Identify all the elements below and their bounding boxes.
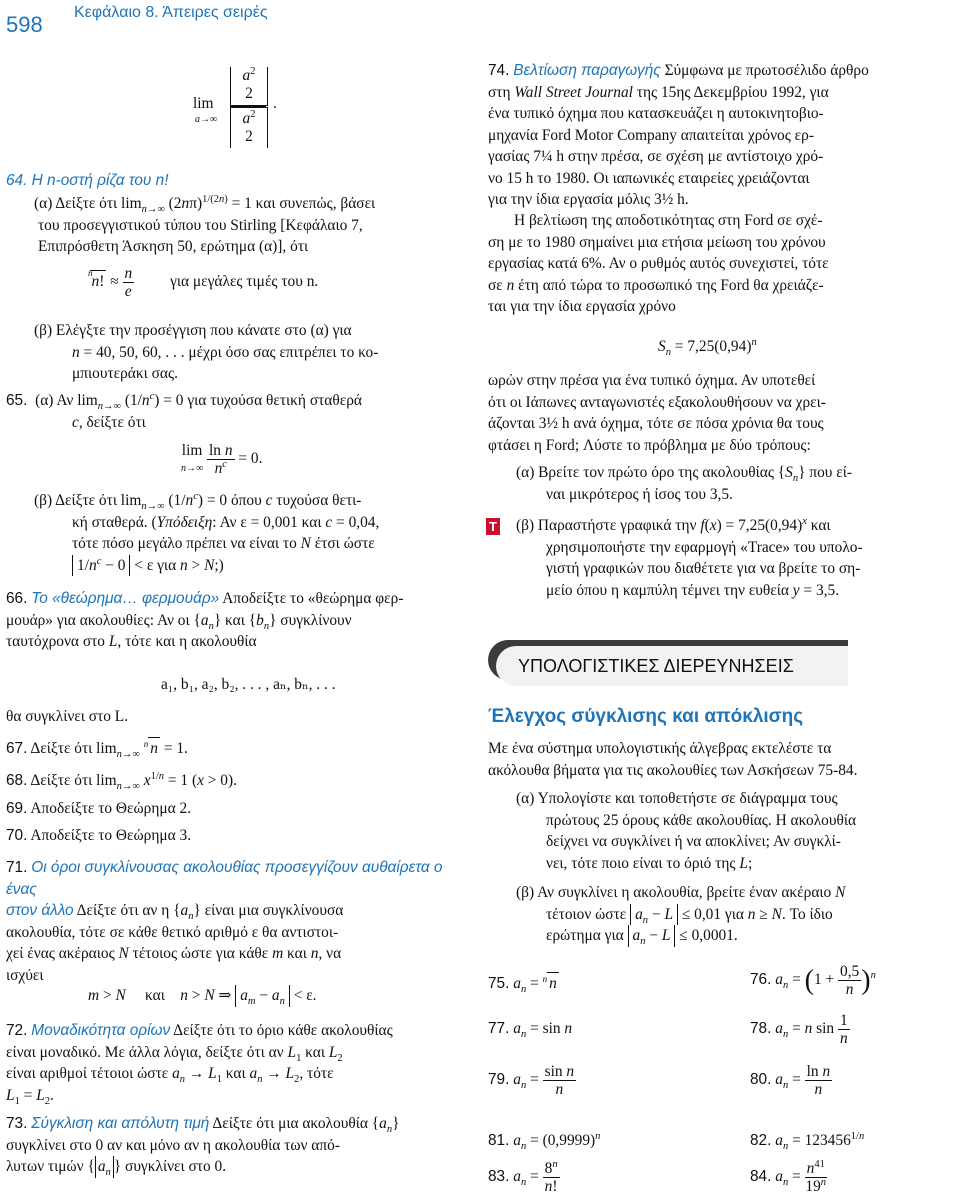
ex67: 67. Δείξτε ότι $\lim_{n\to\infty} ^n$ n = 1. [6, 738, 188, 761]
chapter-title: Κεφάλαιο 8. Άπειρες σειρές [74, 4, 268, 21]
ex64-title: 64. Η n-οστή ρίζα του n! [6, 172, 169, 189]
ex66-seq: a₁, b₁, a₂, b₂, . . . , aₙ, bₙ, . . . [161, 676, 336, 693]
ex74-formula: $S_n = 7,25(0,94)^n$ [658, 336, 757, 359]
ex64-a: (α) Δείξτε ότι $\lim_{n\to\infty} (2n\pi)^{1/(2n)} = 1$ και συνεπώς, βάσει του προσεγγιστικού τύπου του Stirling [Κεφάλαιο 7, Επιπρόσθετη Άσκηση 50, ερώτημα (α)], ότι [34, 193, 376, 255]
ex74-text3: ωρών στην πρέσα για ένα τυπικό όχημα. Αν υποτεθεί ότι οι Ιάπωνες ανταγωνιστές εξακολουθήσουν να χρει- άζονται 3½ h ανά όχημα, τότε σε πόσα χρόνια θα τους φτάσει η Ford; Λύστε το πρόβλημα με δύο τρόπους: [488, 372, 826, 454]
ex68: 68. Δείξτε ότι $\lim_{n\to\infty} x^{1/n} = 1$ (x > 0). [6, 770, 237, 793]
ex65-b: (β) Δείξτε ότι $\lim_{n\to\infty} (1/n^c) = 0$ όπου c τυχούσα θετι- κή σταθερά. (Υπόδειξη: Αν ε = 0,001 και c = 0,04, τότε πόσο μεγάλο πρέπει να είναι το N έτσι ώστε $1/n^c - 0 < \varepsilon$ για n > N;) [34, 490, 474, 576]
step-a: (α) Υπολογίστε και τοποθετήστε σε διάγραμμα τους πρώτους 25 όρους κάθε ακολουθίας. Η ακολουθία δείχνει να συγκλίνει ή να αποκλίνει; Αν συγκλί- νει, τότε ποιο είναι το όριό της L; [516, 790, 857, 872]
ex70: 70. Αποδείξτε το Θεώρημα 3. [6, 827, 192, 844]
exercise-78: 78. $a_n = n$ sin $\frac{1}{n}$ [750, 1012, 848, 1047]
ex74-b: (β) Παραστήστε γραφικά την $f(x) = 7,25(0,94)^x$ και χρησιμοποιήστε την εφαρμογή «Trace» του υπολο- γιστή γραφικών που διαθέτετε για να βρείτε το ση- μείο όπου η καμπύλη τέμνει την ευθεία y = 3,5. [516, 515, 863, 599]
ex71-formula: m > N και n > N ⇒ $a_m - a_n < \varepsilon$. [88, 987, 317, 1008]
exercise-84: 84. $a_n$ = $\frac{n^{41}}{19^n}$ [750, 1158, 827, 1195]
ex65-formula: lim n→∞ $\frac{\text{ln n}}{n^c}$ = 0. [181, 441, 263, 477]
exercise-76: 76. $a_n = (1$ + $\frac{0,5}{n}$ )$^n$ [750, 963, 876, 998]
exercise-83: 83. $a_n$ = $\frac{8^n}{n!}$ [488, 1158, 558, 1195]
ex74-a: (α) Βρείτε τον πρώτο όρο της ακολουθίας $\{S_n\}$ που εί- ναι μικρότερος ή ίσος του 3,5. [516, 464, 853, 503]
ex69: 69. Αποδείξτε το Θεώρημα 2. [6, 800, 192, 817]
section-intro: Με ένα σύστημα υπολογιστικής άλγεβρας εκτελέστε τα ακόλουθα βήματα για τις ακολουθίες των Ασκήσεων 75-84. [488, 740, 858, 779]
ex64-b: (β) Ελέγξτε την προσέγγιση που κάνατε στο (α) για n = 40, 50, 60, . . . μέχρι όσο σας επιτρέπει το κο- μπιουτεράκι σας. [34, 322, 379, 382]
ex66: 66. Το «θεώρημα… φερμουάρ» Αποδείξτε το «θεώρημα φερ- μουάρ» για ακολουθίες: Αν οι $\{a_n\}$ και $\{b_n\}$ συγκλίνουν ταυτόχρονα στο L, τότε και η ακολουθία [6, 590, 404, 650]
exercise-82: 82. $a_n = 123456^{1/n}$ [750, 1130, 865, 1153]
t-badge: T [486, 518, 500, 535]
exercise-79: 79. $a_n$ = $\frac{\text{sin n}}{n}$ [488, 1063, 575, 1098]
step-b: (β) Αν συγκλίνει η ακολουθία, βρείτε έναν ακέραιο N τέτοιον ώστε $a_n - L \le 0,01$ για n ≥ N. Το ίδιο ερώτημα για $a_n - L \le 0,0001$. [516, 884, 846, 948]
ex65: 65. (α) Αν $\lim_{n\to\infty} (1/n^c) = 0$ για τυχούσα θετική σταθερά c, δείξτε ότι [6, 390, 362, 431]
page-number: 598 [6, 12, 43, 37]
ex66-end: θα συγκλίνει στο L. [6, 708, 129, 725]
ex74: 74. Βελτίωση παραγωγής Σύμφωνα με πρωτοσέλιδο άρθρο στη Wall Street Journal της 15ης Δεκεμβρίου 1992, για ένα τυπικό όχημα που κατασκευάζει η αυτοκινητοβιο- μηχανία Ford Motor Company απαιτείται χρόνος ερ- γασίας 7¼ h στην πρέσα, σε σχέση με αντίστοιχο χρό- νο 15 h το 1980. Οι ιαπωνικές εταιρείες χρειάζονται για την ίδια εργασία μόλις 3½ h. [488, 62, 869, 208]
ex71: 71. Οι όροι συγκλίνουσας ακολουθίας προσεγγίζουν αυθαίρετα ο ένας στον άλλο Δείξτε ότι αν η $\{a_n\}$ είναι μια συγκλίνουσα ακολουθία, τότε σε κάθε θετικό αριθμό ε θα αντιστοι- χεί ένας ακέραιος N τέτοιος ώστε για κάθε m και n, να ισχύει [6, 859, 443, 984]
limit-fragment: lim a→∞ $a^2$ 2 $a^2$ 2 . [193, 63, 303, 153]
ex72: 72. Μοναδικότητα ορίων Δείξτε ότι το όριο κάθε ακολουθίας είναι μοναδικό. Με άλλα λόγια, δείξτε ότι αν $L_1$ και $L_2$ είναι αριθμοί τέτοιοι ώστε $a_n \to L_1$ και $a_n \to L_2$, τότε $L_1 = L_2$. [6, 1022, 393, 1107]
exercise-75: 75. $a_n = ^n$ n [488, 973, 557, 996]
ex74-text2: Η βελτίωση της αποδοτικότητας στη Ford σε σχέ- ση με το 1980 σημαίνει μια ετήσια μείωση του χρόνου εργασίας κατά 6%. Αν ο ρυθμός αυτός συνεχιστεί, τότε σε n έτη από τώρα το προσωπικό της Ford θα χρειάζε- ται για την ίδια εργασία χρόνο [488, 212, 829, 315]
exercise-77: 77. $a_n = \sin n$ [488, 1020, 573, 1041]
ex73: 73. Σύγκλιση και απόλυτη τιμή Δείξτε ότι μια ακολουθία $\{a_n\}$ συγκλίνει στο 0 αν και μόνο αν η ακολουθία των από- λυτων τιμών { $a_n$ } συγκλίνει στο 0. [6, 1115, 400, 1179]
stirling-formula: $^n$n! ≈ $\frac{n}{e}$ για μεγάλες τιμές του n. [88, 265, 319, 300]
exercise-80: 80. $a_n$ = $\frac{\text{ln n}}{n}$ [750, 1063, 831, 1098]
exercise-81: 81. $a_n = (0,9999)^n$ [488, 1130, 601, 1153]
computational-banner: ΥΠΟΛΟΓΙΣΤΙΚΕΣ ΔΙΕΡΕΥΝΗΣΕΙΣ [488, 640, 848, 688]
section-title: Έλεγχος σύγκλισης και απόκλισης [488, 706, 804, 727]
